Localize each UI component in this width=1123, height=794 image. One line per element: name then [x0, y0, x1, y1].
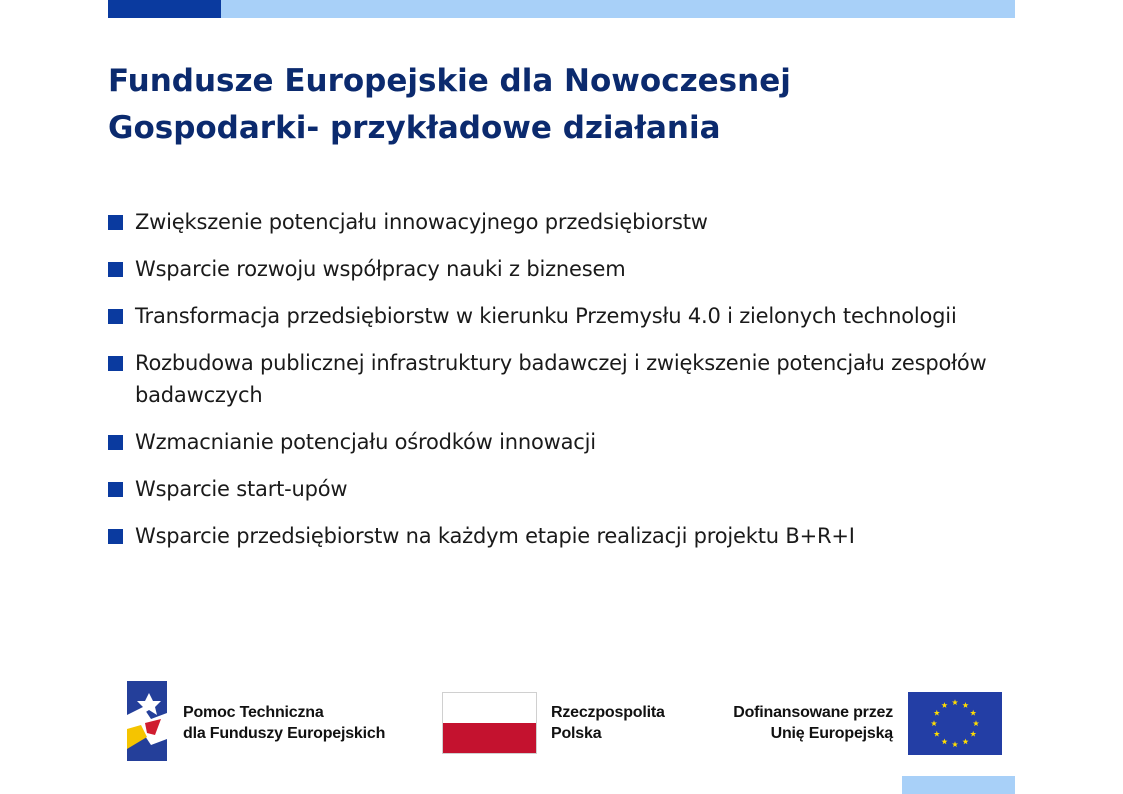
square-bullet-icon	[108, 356, 123, 371]
list-item-text: Zwiększenie potencjału innowacyjnego przedsiębiorstw	[135, 210, 708, 234]
slide-title-line-1: Fundusze Europejskie dla Nowoczesnej	[108, 63, 791, 99]
square-bullet-icon	[108, 529, 123, 544]
list-item	[108, 426, 1023, 458]
list-item-text: Wsparcie rozwoju współpracy nauki z biznesem	[135, 257, 626, 281]
actions-list	[108, 206, 1023, 567]
list-item	[108, 473, 1023, 505]
slide-title-line-2: Gospodarki- przykładowe działania	[108, 110, 721, 146]
square-bullet-icon	[108, 309, 123, 324]
square-bullet-icon	[108, 435, 123, 450]
poland-caption-line-1: Rzeczpospolita	[551, 704, 665, 721]
list-item	[108, 347, 1023, 411]
fe-logo-caption	[183, 702, 385, 744]
list-item-text: Wzmacnianie potencjału ośrodków innowacji	[135, 430, 596, 454]
bottom-accent-bar-light	[902, 776, 1015, 794]
footer-logos	[108, 660, 1015, 776]
list-item-text: Wsparcie start-upów	[135, 477, 348, 501]
square-bullet-icon	[108, 215, 123, 230]
poland-caption-line-2: Polska	[551, 725, 602, 742]
poland-caption	[551, 702, 665, 744]
slide-title	[108, 58, 928, 152]
poland-flag-icon	[442, 692, 537, 754]
fe-logo-caption-line-2: dla Funduszy Europejskich	[183, 725, 386, 742]
list-item-text: Rozbudowa publicznej infrastruktury badawczej i zwiększenie potencjału zespołów badawczych	[135, 351, 987, 407]
list-item	[108, 300, 1023, 332]
list-item	[108, 253, 1023, 285]
list-item-text: Wsparcie przedsiębiorstw na każdym etapie realizacji projektu B+R+I	[135, 524, 855, 548]
square-bullet-icon	[108, 262, 123, 277]
fe-logo-caption-line-1: Pomoc Techniczna	[183, 704, 324, 721]
list-item-text: Transformacja przedsiębiorstw w kierunku Przemysłu 4.0 i zielonych technologii	[135, 304, 957, 328]
eu-caption-line-1: Dofinansowane przez	[733, 704, 893, 721]
top-accent-bar-dark	[108, 0, 221, 18]
square-bullet-icon	[108, 482, 123, 497]
list-item	[108, 206, 1023, 238]
list-item	[108, 520, 1023, 552]
eu-caption-line-2: Unię Europejską	[770, 725, 893, 742]
top-accent-bar-light	[221, 0, 1015, 18]
eu-caption	[733, 702, 893, 744]
eu-flag-icon	[908, 692, 1002, 755]
fundusze-europejskie-logo-icon	[125, 679, 169, 763]
